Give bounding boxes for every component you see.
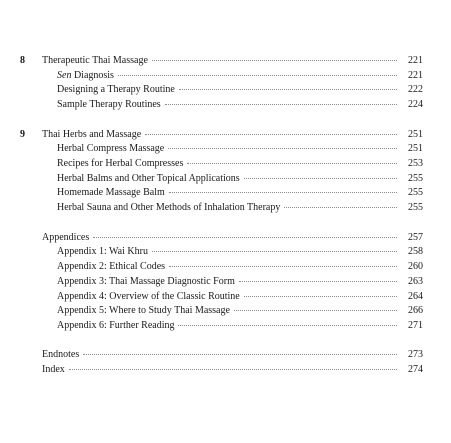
- toc-appendix: [0, 319, 451, 333]
- section-title: Homemade Massage Balm: [57, 187, 165, 198]
- section-title: Herbal Compress Massage: [57, 143, 165, 154]
- page-number: 266: [408, 305, 423, 316]
- chapter-title: Therapeutic Thai Massage: [42, 55, 148, 66]
- appendix-title: Appendix 2: Ethical Codes: [57, 261, 166, 272]
- toc-section: [0, 201, 451, 215]
- toc-entry: [57, 69, 423, 83]
- toc-entry: [57, 98, 423, 112]
- toc-entry: [57, 172, 423, 186]
- section-title: Sample Therapy Routines: [57, 99, 161, 110]
- page-number: 224: [408, 99, 423, 110]
- toc-appendix: [0, 245, 451, 259]
- dot-leader: [234, 310, 397, 311]
- section-title: Recipes for Herbal Compresses: [57, 158, 184, 169]
- page-number: 257: [408, 232, 423, 243]
- dot-leader: [178, 325, 397, 326]
- toc-appendix: [0, 290, 451, 304]
- section-title: Herbal Sauna and Other Methods of Inhalation Therapy: [57, 202, 281, 213]
- toc-entry: [57, 260, 423, 274]
- page-number: 264: [408, 291, 423, 302]
- toc-entry: [42, 54, 423, 68]
- toc-entry: [57, 275, 423, 289]
- toc-appendices: [0, 231, 451, 245]
- endnotes-title: Endnotes: [42, 349, 80, 360]
- toc-section: [0, 69, 451, 83]
- dot-leader: [145, 134, 397, 135]
- page-number: 258: [408, 246, 423, 257]
- page-number: 222: [408, 84, 423, 95]
- dot-leader: [284, 207, 397, 208]
- page-number: 263: [408, 276, 423, 287]
- dot-leader: [244, 296, 397, 297]
- chapter-number: 9: [20, 129, 25, 140]
- page-number: 271: [408, 320, 423, 331]
- section-title: Designing a Therapy Routine: [57, 84, 175, 95]
- section-title: Herbal Balms and Other Topical Applications: [57, 173, 240, 184]
- dot-leader: [239, 281, 397, 282]
- page-number: 255: [408, 173, 423, 184]
- toc-section: [0, 172, 451, 186]
- toc-section: [0, 83, 451, 97]
- dot-leader: [118, 75, 397, 76]
- page-number: 260: [408, 261, 423, 272]
- toc-appendix: [0, 260, 451, 274]
- toc-entry: [57, 304, 423, 318]
- toc-entry: [57, 290, 423, 304]
- section-title-italic: Sen: [57, 70, 72, 81]
- chapter-number: 8: [20, 55, 25, 66]
- toc-chapter-8: [0, 54, 451, 68]
- chapter-title: Thai Herbs and Massage: [42, 129, 142, 140]
- page-number: 255: [408, 187, 423, 198]
- toc-entry: [57, 201, 423, 215]
- dot-leader: [83, 354, 397, 355]
- page-number: 221: [408, 70, 423, 81]
- toc-entry: [57, 83, 423, 97]
- toc-index: [0, 363, 451, 377]
- toc-chapter-9: [0, 128, 451, 142]
- dot-leader: [168, 148, 397, 149]
- toc-entry: [42, 348, 423, 362]
- page-number: 251: [408, 143, 423, 154]
- toc-entry: [57, 186, 423, 200]
- toc-entry: [57, 319, 423, 333]
- dot-leader: [69, 369, 397, 370]
- dot-leader: [244, 178, 397, 179]
- dot-leader: [179, 89, 397, 90]
- toc-endnotes: [0, 348, 451, 362]
- toc-entry: [42, 128, 423, 142]
- appendices-title: Appendices: [42, 232, 90, 243]
- appendix-title: Appendix 3: Thai Massage Diagnostic Form: [57, 276, 235, 287]
- section-title: [57, 69, 116, 83]
- page-number: 274: [408, 364, 423, 375]
- page-number: 273: [408, 349, 423, 360]
- dot-leader: [169, 192, 397, 193]
- page-number: 253: [408, 158, 423, 169]
- toc-entry: [57, 157, 423, 171]
- dot-leader: [165, 104, 397, 105]
- index-title: Index: [42, 364, 65, 375]
- appendix-title: Appendix 5: Where to Study Thai Massage: [57, 305, 230, 316]
- toc-appendix: [0, 304, 451, 318]
- page-number: 221: [408, 55, 423, 66]
- appendix-title: Appendix 1: Wai Khru: [57, 246, 148, 257]
- toc-entry: [57, 245, 423, 259]
- dot-leader: [169, 266, 397, 267]
- page-number: 251: [408, 129, 423, 140]
- dot-leader: [152, 60, 397, 61]
- appendix-title: Appendix 6: Further Reading: [57, 320, 175, 331]
- toc-appendix: [0, 275, 451, 289]
- toc-section: [0, 157, 451, 171]
- toc-section: [0, 98, 451, 112]
- toc-section: [0, 142, 451, 156]
- toc-entry: [42, 363, 423, 377]
- dot-leader: [152, 251, 397, 252]
- toc-section: [0, 186, 451, 200]
- page-number: 255: [408, 202, 423, 213]
- toc-entry: [57, 142, 423, 156]
- dot-leader: [93, 237, 397, 238]
- dot-leader: [187, 163, 397, 164]
- appendix-title: Appendix 4: Overview of the Classic Routine: [57, 291, 240, 302]
- toc-entry: [42, 231, 423, 245]
- section-title-text: Diagnosis: [71, 70, 114, 81]
